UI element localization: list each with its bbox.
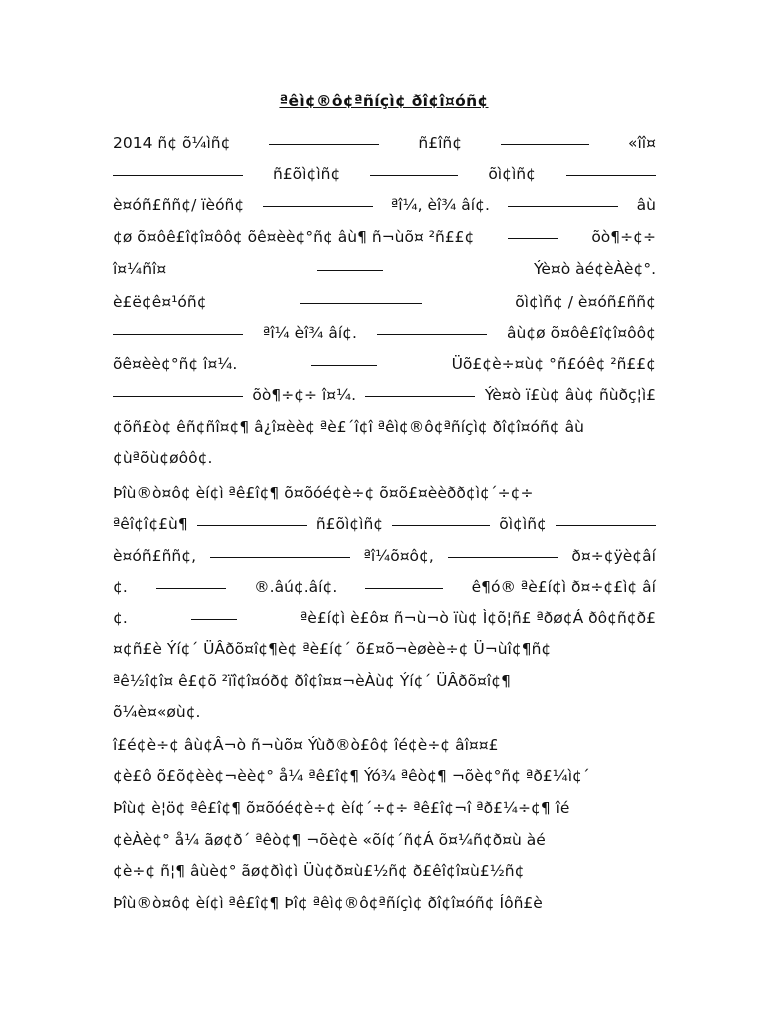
fill-in-blank[interactable] <box>370 174 458 176</box>
fill-in-blank[interactable] <box>263 205 373 207</box>
paragraph-4-line <box>113 894 656 912</box>
fill-in-blank[interactable] <box>377 333 487 335</box>
fill-in-blank[interactable] <box>113 395 243 397</box>
text-segment: õì¢ìñ¢ <box>488 165 536 183</box>
paragraph-2-line <box>113 324 656 342</box>
text-segment: î£é¢è÷¢ âù¢Â¬ò ñ¬ùõ¤ Ýùð®ò£ô¢ îé¢è÷¢ âî¤¤£ <box>113 736 499 754</box>
fill-in-blank[interactable] <box>556 524 656 526</box>
fill-in-blank[interactable] <box>392 524 490 526</box>
paragraph-2-line <box>113 418 656 436</box>
fill-in-blank[interactable] <box>113 333 243 335</box>
fill-in-blank[interactable] <box>365 587 443 589</box>
paragraph-1-line <box>113 260 656 278</box>
paragraph-3-line <box>113 484 656 502</box>
fill-in-blank[interactable] <box>113 174 243 176</box>
paragraph-2-line <box>113 449 656 467</box>
text-segment: Ýè¤ò àé¢èÀè¢°. <box>533 260 656 278</box>
paragraph-4-line <box>113 736 656 754</box>
paragraph-3-line <box>113 609 656 627</box>
fill-in-blank[interactable] <box>501 143 589 145</box>
paragraph-1-line <box>113 196 656 214</box>
paragraph-1-line <box>113 134 656 152</box>
paragraph-4-line <box>113 831 656 849</box>
paragraph-2-line <box>113 386 656 404</box>
text-segment: ¢ø õ¤ôê£î¢î¤ôô¢ õê¤èè¢°ñ¢ âù¶ ñ¬ùõ¤ ²ñ££¢ <box>113 228 475 246</box>
paragraph-1-line <box>113 165 656 183</box>
text-segment: ¢èÀè¢° å¼ ãø¢ð´ ªêò¢¶ ¬õè¢è «õí¢´ñ¢Á õ¤¼ñ¢ð¤ù àé <box>113 831 546 849</box>
paragraph-2-line <box>113 355 656 373</box>
fill-in-blank[interactable] <box>156 587 226 589</box>
fill-in-blank[interactable] <box>311 364 377 366</box>
paragraph-3-line <box>113 672 656 690</box>
text-segment: õì¢ìñ¢ / è¤óñ£ññ¢ <box>515 293 656 311</box>
text-segment: ªî¼, èî¾ âí¢. <box>391 196 490 214</box>
text-segment: ªê½î¢î¤ ê£¢õ ²ïî¢î¤óð¢ ðî¢î¤¤¬èÀù¢ Ýí¢´ ÜÂðõ¤î¢¶ <box>113 672 511 690</box>
paragraph-3-line <box>113 640 656 658</box>
text-segment: ¢. <box>113 609 128 627</box>
text-segment: ¢õñ£ò¢ êñ¢ñî¤¢¶ â¿î¤èè¢ ªè£´î¢î ªêì¢®ô¢ªñíçì¢ ðî¢î¤óñ¢ âù <box>113 418 584 436</box>
text-segment: è¤óñ£ññ¢/ ïèóñ¢ <box>113 196 245 214</box>
text-segment: ñ£îñ¢ <box>418 134 463 152</box>
fill-in-blank[interactable] <box>197 524 307 526</box>
fill-in-blank[interactable] <box>508 237 558 239</box>
text-segment: ð¤÷¢ÿè¢âí <box>571 547 656 565</box>
fill-in-blank[interactable] <box>566 174 656 176</box>
text-segment: ¢è£ô õ£õ¢èè¢¬èè¢° å¼ ªê£î¢¶ Ýó¾ ªêò¢¶ ¬õè¢°ñ¢ ªð£¼ì¢´ <box>113 767 590 785</box>
document-title: ªêì¢®ô¢ªñíçì¢ ðî¢î¤óñ¢ <box>279 92 489 110</box>
paragraph-3-line <box>113 703 656 721</box>
text-segment: ñ£õì¢ìñ¢ <box>273 165 341 183</box>
text-segment: ®.âú¢.âí¢. <box>254 578 338 596</box>
text-segment: õì¢ìñ¢ <box>499 515 547 533</box>
text-segment: ªî¼õ¤ô¢, <box>363 547 434 565</box>
fill-in-blank[interactable] <box>317 269 383 271</box>
text-segment: î¤¼ñî¤ <box>113 260 167 278</box>
text-segment: ñ£õì¢ìñ¢ <box>315 515 384 533</box>
text-segment: Ýè¤ò ï£ù¢ âù¢ ñùðç¦ì£ <box>484 386 656 404</box>
text-segment: 2014 ñ¢ õ¼ìñ¢ <box>113 134 231 152</box>
text-segment: õò¶÷¢÷ î¤¼. <box>252 386 357 404</box>
text-segment: ªî¼ èî¾ âí¢. <box>263 324 357 342</box>
text-segment: «îî¤ <box>627 134 656 152</box>
text-segment: ¢. <box>113 578 128 596</box>
text-segment: ªêî¢î¢£ù¶ <box>113 515 188 533</box>
paragraph-4-line <box>113 862 656 880</box>
paragraph-4-line <box>113 799 656 817</box>
text-segment: âù¢ø õ¤ôê£î¢î¤ôô¢ <box>507 324 656 342</box>
fill-in-blank[interactable] <box>448 556 558 558</box>
fill-in-blank[interactable] <box>365 395 475 397</box>
fill-in-blank[interactable] <box>210 556 350 558</box>
text-segment: õ¼è¤«øù¢. <box>113 703 201 721</box>
fill-in-blank[interactable] <box>269 143 379 145</box>
text-segment: Üõ£¢è÷¤ù¢ °ñ£óê¢ ²ñ££¢ <box>451 355 656 373</box>
paragraph-1-line <box>113 228 656 246</box>
text-segment: õê¤èè¢°ñ¢ î¤¼. <box>113 355 238 373</box>
fill-in-blank[interactable] <box>508 205 618 207</box>
paragraph-3-line <box>113 515 656 533</box>
text-segment: ªè£í¢ì è£ô¤ ñ¬ù¬ò ïù¢ Ì¢õ¦ñ£ ªðø¢Á ðô¢ñ¢ð£ <box>299 609 656 627</box>
text-segment: Þîù®ò¤ô¢ èí¢ì ªê£î¢¶ õ¤õóé¢è÷¢ õ¤õ£¤èèðð¢ì¢´÷¢÷ <box>113 484 534 502</box>
text-segment: âù <box>636 196 656 214</box>
paragraph-2-line <box>113 293 656 311</box>
fill-in-blank[interactable] <box>300 302 422 304</box>
text-segment: è£ë¢ê¤¹óñ¢ <box>113 293 207 311</box>
text-segment: ¤¢ñ£è Ýí¢´ ÜÂðõ¤î¢¶è¢ ªè£í¢´ õ£¤õ¬èøèè÷¢ Ü¬ùî¢¶ñ¢ <box>113 640 552 658</box>
fill-in-blank[interactable] <box>191 618 237 620</box>
paragraph-3-line <box>113 547 656 565</box>
paragraph-3-line <box>113 578 656 596</box>
text-segment: Þîù¢ è¦ö¢ ªê£î¢¶ õ¤õóé¢è÷¢ èí¢´÷¢÷ ªê£î¢¬î ªð£¼÷¢¶ îé <box>113 799 570 817</box>
text-segment: Þîù®ò¤ô¢ èí¢ì ªê£î¢¶ Þî¢ ªêì¢®ô¢ªñíçì¢ ðî¢î¤óñ¢ Íôñ£è <box>113 894 543 912</box>
text-segment: ¢ùªõù¢øôô¢. <box>113 449 213 467</box>
text-segment: õò¶÷¢÷ <box>591 228 656 246</box>
paragraph-4-line <box>113 767 656 785</box>
text-segment: è¤óñ£ññ¢, <box>113 547 197 565</box>
text-segment: ê¶ó® ªè£í¢ì ð¤÷¢£ì¢ âí <box>471 578 656 596</box>
text-segment: ¢è÷¢ ñ¦¶ âùè¢° ãø¢ðì¢ì Üù¢ð¤ù£½ñ¢ ð£êî¢î¤ù£½ñ¢ <box>113 862 525 880</box>
